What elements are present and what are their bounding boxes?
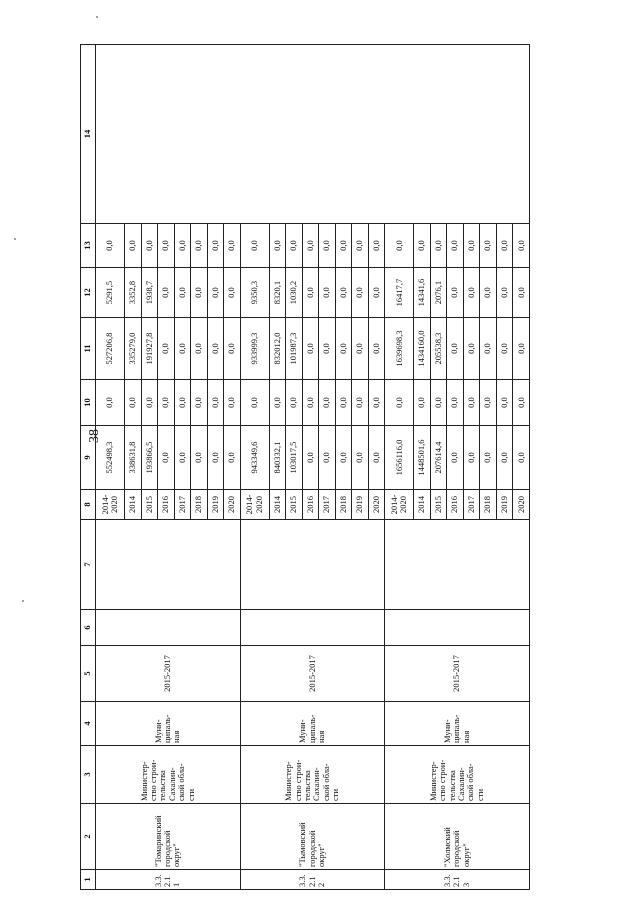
municipal-amount: 0,0 bbox=[335, 268, 352, 318]
total-amount: 0,0 bbox=[207, 426, 224, 490]
other-amount: 0,0 bbox=[447, 224, 464, 268]
table-body bbox=[96, 45, 530, 890]
federal-amount: 0,0 bbox=[480, 380, 497, 426]
other-amount: 0,0 bbox=[368, 224, 385, 268]
column-header-5: 5 bbox=[81, 646, 96, 702]
other-amount: 0,0 bbox=[158, 224, 175, 268]
column-header-12: 12 bbox=[81, 268, 96, 318]
other-amount: 0,0 bbox=[191, 224, 208, 268]
federal-amount: 0,0 bbox=[463, 380, 480, 426]
municipal-amount: 0,0 bbox=[496, 268, 513, 318]
federal-amount: 0,0 bbox=[335, 380, 352, 426]
total-amount: 0,0 bbox=[319, 426, 336, 490]
municipal-amount: 2076,1 bbox=[430, 268, 447, 318]
year: 2020 bbox=[513, 490, 530, 520]
municipal-amount: 0,0 bbox=[224, 268, 241, 318]
total-amount: 1448501,6 bbox=[414, 426, 431, 490]
column-header-4: 4 bbox=[81, 702, 96, 746]
municipal-amount: 3352,8 bbox=[125, 268, 142, 318]
municipal-amount: 0,0 bbox=[480, 268, 497, 318]
year: 2015 bbox=[141, 490, 158, 520]
year: 2016 bbox=[158, 490, 175, 520]
executor-name: Министер- ство строи- тельства Сахалин- ской обла- сти bbox=[96, 746, 241, 804]
other-amount: 0,0 bbox=[224, 224, 241, 268]
regional-amount: 0,0 bbox=[158, 318, 175, 380]
regional-amount: 335279,0 bbox=[125, 318, 142, 380]
municipal-amount: 5291,5 bbox=[96, 268, 125, 318]
regional-amount: 205538,3 bbox=[430, 318, 447, 380]
scan-speck bbox=[96, 16, 98, 18]
federal-amount: 0,0 bbox=[158, 380, 175, 426]
table-row bbox=[96, 45, 125, 890]
other-amount: 0,0 bbox=[335, 224, 352, 268]
federal-amount: 0,0 bbox=[269, 380, 286, 426]
total-amount: 0,0 bbox=[174, 426, 191, 490]
municipal-amount: 16417,7 bbox=[385, 268, 414, 318]
municipal-amount: 0,0 bbox=[191, 268, 208, 318]
regional-amount: 1434160,0 bbox=[414, 318, 431, 380]
year: 2018 bbox=[480, 490, 497, 520]
year: 2019 bbox=[207, 490, 224, 520]
federal-amount: 0,0 bbox=[368, 380, 385, 426]
regional-amount: 832012,0 bbox=[269, 318, 286, 380]
level-type: Муни- ципаль- ная bbox=[96, 702, 241, 746]
municipal-amount: 0,0 bbox=[447, 268, 464, 318]
other-amount: 0,0 bbox=[174, 224, 191, 268]
col7-empty bbox=[385, 520, 530, 610]
column-header-8: 8 bbox=[81, 490, 96, 520]
column-header-2: 2 bbox=[81, 804, 96, 870]
total-amount: 0,0 bbox=[335, 426, 352, 490]
federal-amount: 0,0 bbox=[96, 380, 125, 426]
year: 2017 bbox=[174, 490, 191, 520]
year: 2017 bbox=[319, 490, 336, 520]
regional-amount: 0,0 bbox=[368, 318, 385, 380]
year: 2015 bbox=[286, 490, 303, 520]
year: 2014 bbox=[269, 490, 286, 520]
regional-amount: 0,0 bbox=[496, 318, 513, 380]
other-amount: 0,0 bbox=[141, 224, 158, 268]
column-header-13: 13 bbox=[81, 224, 96, 268]
total-amount: 338631,8 bbox=[125, 426, 142, 490]
year: 2017 bbox=[463, 490, 480, 520]
other-amount: 0,0 bbox=[513, 224, 530, 268]
other-amount: 0,0 bbox=[496, 224, 513, 268]
municipality-name: "Томаринский городской округ" bbox=[96, 804, 241, 870]
other-amount: 0,0 bbox=[319, 224, 336, 268]
federal-amount: 0,0 bbox=[224, 380, 241, 426]
regional-amount: 0,0 bbox=[447, 318, 464, 380]
federal-amount: 0,0 bbox=[352, 380, 369, 426]
row-code: 3.3. 2.1 2 bbox=[240, 870, 385, 890]
column-header-9: 9 bbox=[81, 426, 96, 490]
federal-amount: 0,0 bbox=[414, 380, 431, 426]
total-amount: 0,0 bbox=[368, 426, 385, 490]
federal-amount: 0,0 bbox=[496, 380, 513, 426]
total-amount: 0,0 bbox=[158, 426, 175, 490]
total-amount: 552498,3 bbox=[96, 426, 125, 490]
municipal-amount: 0,0 bbox=[207, 268, 224, 318]
regional-amount: 0,0 bbox=[352, 318, 369, 380]
regional-amount: 0,0 bbox=[335, 318, 352, 380]
other-amount: 0,0 bbox=[414, 224, 431, 268]
year: 2014 bbox=[125, 490, 142, 520]
municipal-amount: 8320,1 bbox=[269, 268, 286, 318]
executor-name: Министер- ство строи- тельства Сахалин- ской обла- сти bbox=[385, 746, 530, 804]
regional-amount: 0,0 bbox=[207, 318, 224, 380]
municipal-amount: 0,0 bbox=[302, 268, 319, 318]
municipal-amount: 0,0 bbox=[463, 268, 480, 318]
regional-amount: 0,0 bbox=[224, 318, 241, 380]
other-amount: 0,0 bbox=[430, 224, 447, 268]
total-amount: 0,0 bbox=[352, 426, 369, 490]
municipal-amount: 9350,3 bbox=[240, 268, 269, 318]
year: 2014 bbox=[414, 490, 431, 520]
regional-amount: 0,0 bbox=[463, 318, 480, 380]
federal-amount: 0,0 bbox=[141, 380, 158, 426]
federal-amount: 0,0 bbox=[302, 380, 319, 426]
year: 2019 bbox=[352, 490, 369, 520]
municipal-amount: 0,0 bbox=[158, 268, 175, 318]
total-amount: 0,0 bbox=[480, 426, 497, 490]
year: 2020 bbox=[368, 490, 385, 520]
federal-amount: 0,0 bbox=[125, 380, 142, 426]
regional-amount: 1639698,3 bbox=[385, 318, 414, 380]
year: 2014- 2020 bbox=[240, 490, 269, 520]
federal-amount: 0,0 bbox=[430, 380, 447, 426]
municipal-amount: 0,0 bbox=[174, 268, 191, 318]
regional-amount: 0,0 bbox=[513, 318, 530, 380]
period-range: 2015-2017 bbox=[240, 646, 385, 702]
regional-amount: 0,0 bbox=[480, 318, 497, 380]
year: 2016 bbox=[302, 490, 319, 520]
municipal-amount: 0,0 bbox=[513, 268, 530, 318]
column-header-11: 11 bbox=[81, 318, 96, 380]
other-amount: 0,0 bbox=[352, 224, 369, 268]
total-amount: 1656116,0 bbox=[385, 426, 414, 490]
federal-amount: 0,0 bbox=[319, 380, 336, 426]
scan-speck bbox=[22, 600, 24, 602]
rotated-table-wrapper bbox=[80, 45, 530, 890]
total-amount: 0,0 bbox=[447, 426, 464, 490]
col7-empty bbox=[240, 520, 385, 610]
regional-amount: 0,0 bbox=[319, 318, 336, 380]
municipal-amount: 0,0 bbox=[319, 268, 336, 318]
municipal-amount: 1938,7 bbox=[141, 268, 158, 318]
other-amount: 0,0 bbox=[207, 224, 224, 268]
regional-amount: 101987,3 bbox=[286, 318, 303, 380]
level-type: Муни- ципаль- ная bbox=[240, 702, 385, 746]
scan-speck bbox=[14, 238, 16, 240]
regional-amount: 527206,8 bbox=[96, 318, 125, 380]
federal-amount: 0,0 bbox=[207, 380, 224, 426]
federal-amount: 0,0 bbox=[191, 380, 208, 426]
row-code: 3.3. 2.1 3 bbox=[385, 870, 530, 890]
municipal-amount: 0,0 bbox=[368, 268, 385, 318]
year: 2019 bbox=[496, 490, 513, 520]
other-amount: 0,0 bbox=[269, 224, 286, 268]
municipal-amount: 0,0 bbox=[352, 268, 369, 318]
total-amount: 0,0 bbox=[463, 426, 480, 490]
year: 2020 bbox=[224, 490, 241, 520]
municipality-name: "Холмский городской округ" bbox=[385, 804, 530, 870]
other-amount: 0,0 bbox=[125, 224, 142, 268]
column-header-10: 10 bbox=[81, 380, 96, 426]
year: 2014- 2020 bbox=[96, 490, 125, 520]
total-amount: 0,0 bbox=[496, 426, 513, 490]
other-amount: 0,0 bbox=[240, 224, 269, 268]
period-range: 2015-2017 bbox=[96, 646, 241, 702]
regional-amount: 933999,3 bbox=[240, 318, 269, 380]
column-header-7: 7 bbox=[81, 520, 96, 610]
page-number: 38 bbox=[87, 429, 102, 443]
executor-name: Министер- ство строи- тельства Сахалин- ской обла- сти bbox=[240, 746, 385, 804]
column-header-1: 1 bbox=[81, 870, 96, 890]
federal-amount: 0,0 bbox=[513, 380, 530, 426]
column-header-3: 3 bbox=[81, 746, 96, 804]
year: 2015 bbox=[430, 490, 447, 520]
other-amount: 0,0 bbox=[385, 224, 414, 268]
federal-amount: 0,0 bbox=[240, 380, 269, 426]
year: 2018 bbox=[335, 490, 352, 520]
federal-amount: 0,0 bbox=[447, 380, 464, 426]
col6-empty bbox=[385, 610, 530, 646]
column-header-6: 6 bbox=[81, 610, 96, 646]
row-code: 3.3. 2.1 1 bbox=[96, 870, 241, 890]
total-amount: 103017,5 bbox=[286, 426, 303, 490]
year: 2016 bbox=[447, 490, 464, 520]
header-row bbox=[81, 45, 96, 890]
col6-empty bbox=[240, 610, 385, 646]
other-amount: 0,0 bbox=[463, 224, 480, 268]
col7-empty bbox=[96, 520, 241, 610]
column-header-14: 14 bbox=[81, 45, 96, 224]
other-amount: 0,0 bbox=[480, 224, 497, 268]
federal-amount: 0,0 bbox=[286, 380, 303, 426]
total-amount: 0,0 bbox=[513, 426, 530, 490]
year: 2018 bbox=[191, 490, 208, 520]
year: 2014- 2020 bbox=[385, 490, 414, 520]
total-amount: 840332,1 bbox=[269, 426, 286, 490]
regional-amount: 0,0 bbox=[302, 318, 319, 380]
col6-empty bbox=[96, 610, 241, 646]
municipal-amount: 14341,6 bbox=[414, 268, 431, 318]
other-amount: 0,0 bbox=[96, 224, 125, 268]
federal-amount: 0,0 bbox=[385, 380, 414, 426]
regional-amount: 0,0 bbox=[191, 318, 208, 380]
municipal-amount: 1030,2 bbox=[286, 268, 303, 318]
other-amount: 0,0 bbox=[302, 224, 319, 268]
federal-amount: 0,0 bbox=[174, 380, 191, 426]
total-amount: 0,0 bbox=[302, 426, 319, 490]
col14-empty bbox=[96, 45, 530, 224]
budget-table bbox=[80, 44, 530, 890]
total-amount: 193866,5 bbox=[141, 426, 158, 490]
total-amount: 0,0 bbox=[191, 426, 208, 490]
regional-amount: 191927,8 bbox=[141, 318, 158, 380]
period-range: 2015-2017 bbox=[385, 646, 530, 702]
total-amount: 207614,4 bbox=[430, 426, 447, 490]
total-amount: 943349,6 bbox=[240, 426, 269, 490]
municipality-name: "Тымовский городской округ" bbox=[240, 804, 385, 870]
total-amount: 0,0 bbox=[224, 426, 241, 490]
other-amount: 0,0 bbox=[286, 224, 303, 268]
level-type: Муни- ципаль- ная bbox=[385, 702, 530, 746]
regional-amount: 0,0 bbox=[174, 318, 191, 380]
